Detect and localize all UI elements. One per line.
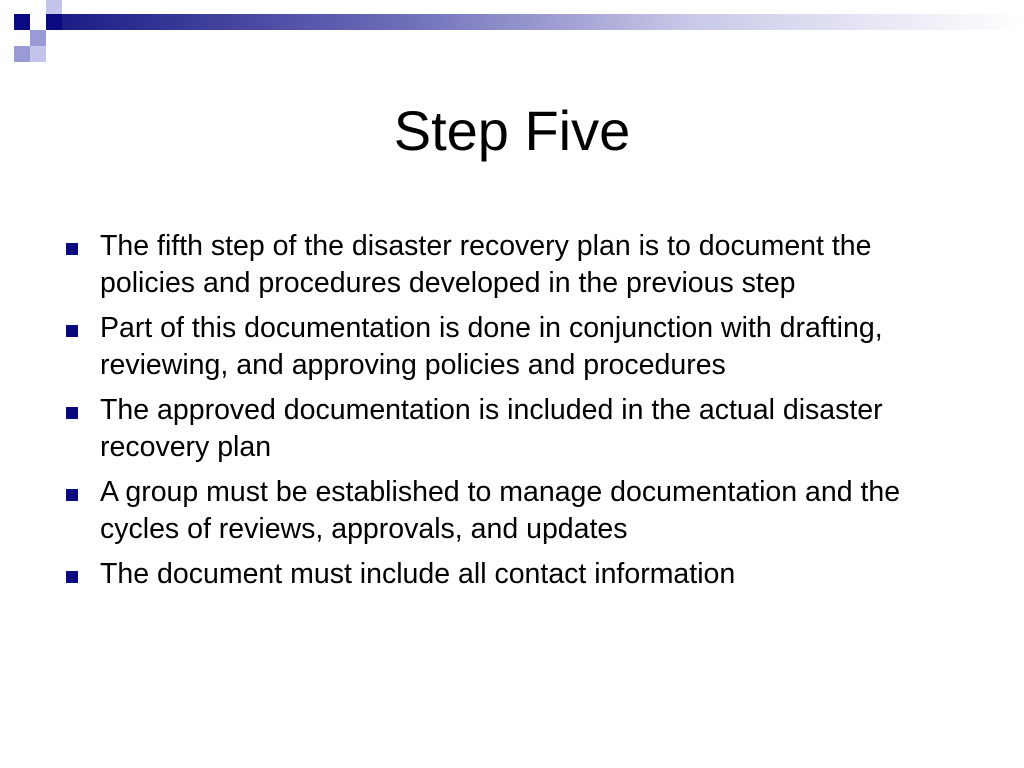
square-bullet-icon [66, 571, 78, 583]
bullet-text: The approved documentation is included in the actual disaster recovery plan [100, 394, 883, 463]
bullet-item [62, 310, 962, 384]
decor-square [30, 46, 46, 62]
header-decoration [0, 0, 1024, 64]
bullet-text: A group must be established to manage documentation and the cycles of reviews, approvals, and updates [100, 476, 901, 545]
decor-square [14, 14, 30, 30]
square-bullet-icon [66, 243, 78, 255]
slide-title: Step Five [393, 99, 631, 162]
square-bullet-icon [66, 407, 78, 419]
decor-square [46, 0, 62, 14]
bullet-text: The document must include all contact information [100, 558, 736, 590]
decor-square [14, 46, 30, 62]
bullet-item [62, 392, 962, 466]
square-bullet-icon [66, 489, 78, 501]
bullet-text: Part of this documentation is done in conjunction with drafting, reviewing, and approving policies and procedures [100, 312, 883, 381]
bullet-item [62, 556, 962, 593]
header-gradient-bar [62, 14, 1024, 30]
bullet-item [62, 474, 962, 548]
decor-square [46, 14, 62, 30]
bullet-list [62, 228, 962, 601]
decor-square [30, 30, 46, 46]
square-bullet-icon [66, 325, 78, 337]
bullet-text: The fifth step of the disaster recovery plan is to document the policies and procedures developed in the previous step [100, 230, 872, 299]
bullet-item [62, 228, 962, 302]
